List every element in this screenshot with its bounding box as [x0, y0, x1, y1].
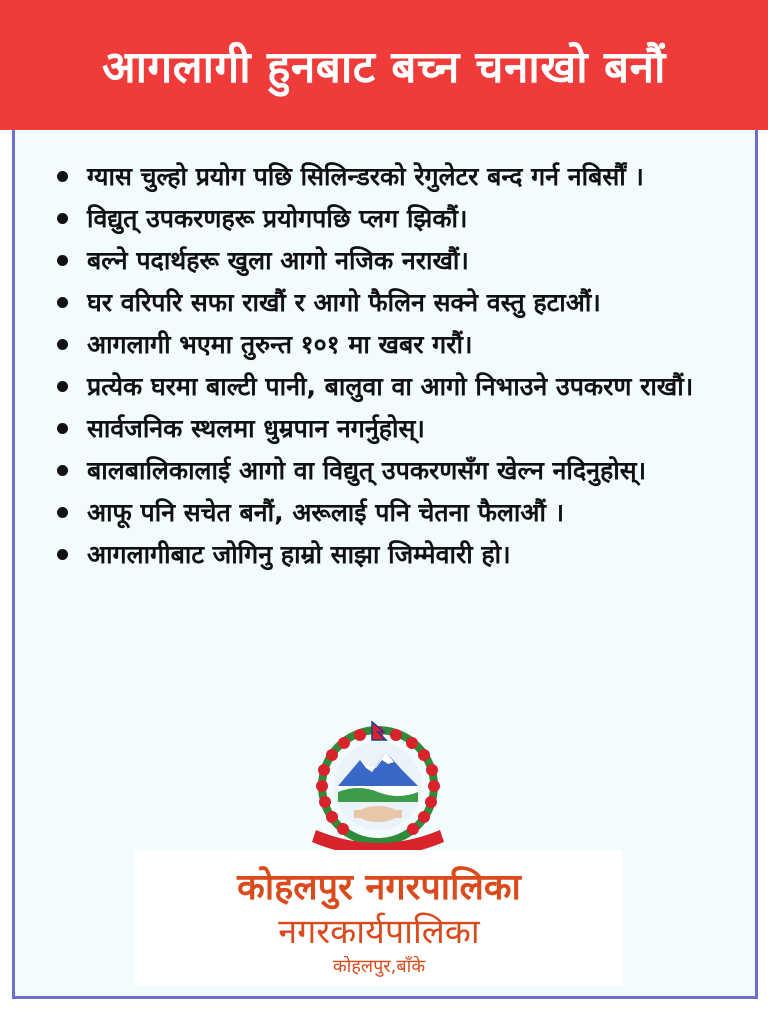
list-item — [55, 450, 725, 491]
tip-text: घर वरिपरि सफा राखौं र आगो फैलिन सक्ने वस्तु हटाऔं। — [87, 288, 601, 317]
list-item — [55, 324, 725, 365]
bullet-icon — [57, 507, 68, 518]
list-item — [55, 282, 725, 323]
tip-text: बल्ने पदार्थहरू खुला आगो नजिक नराखौं। — [87, 246, 469, 275]
bullet-icon — [57, 423, 68, 434]
bullet-icon — [57, 339, 68, 350]
list-item — [55, 156, 725, 197]
tip-text: सार्वजनिक स्थलमा धुम्रपान नगर्नुहोस्। — [87, 414, 425, 443]
municipality-office: नगरकार्यपालिका — [278, 912, 480, 952]
tip-text: आगलागीबाट जोगिनु हाम्रो साझा जिम्मेवारी हो। — [87, 540, 511, 569]
list-item — [55, 408, 725, 449]
nepal-emblem-icon — [298, 720, 458, 860]
list-item — [55, 198, 725, 239]
bullet-icon — [57, 465, 68, 476]
page-title: आगलागी हुनबाट बच्न चनाखो बनौं — [102, 42, 666, 93]
municipality-name: कोहलपुर नगरपालिका — [237, 867, 521, 908]
flag-icon — [372, 722, 386, 740]
tip-text: प्रत्येक घरमा बाल्टी पानी, बालुवा वा आगो निभाउने उपकरण राखौं। — [87, 372, 694, 401]
tip-text: आगलागी भएमा तुरुन्त १०१ मा खबर गरौं। — [87, 330, 473, 359]
tips-list — [55, 156, 725, 576]
list-item — [55, 366, 725, 407]
bullet-icon — [57, 549, 68, 560]
list-item — [55, 492, 725, 533]
bullet-icon — [57, 171, 68, 182]
tip-text: विद्युत् उपकरणहरू प्रयोगपछि प्लग झिकौं। — [87, 204, 468, 233]
bullet-icon — [57, 381, 68, 392]
bullet-icon — [57, 213, 68, 224]
tip-text: ग्यास चुल्हो प्रयोग पछि सिलिन्डरको रेगुलेटर बन्द गर्न नबिर्सौं । — [87, 162, 644, 191]
list-item — [55, 534, 725, 575]
tip-text: आफू पनि सचेत बनौं, अरूलाई पनि चेतना फैलाऔं । — [87, 498, 565, 527]
tip-text: बालबालिकालाई आगो वा विद्युत् उपकरणसँग खेल्न नदिनुहोस्। — [87, 456, 647, 485]
emblem-graphic — [298, 720, 458, 860]
header-banner — [0, 0, 768, 130]
bullet-icon — [57, 297, 68, 308]
municipality-card — [135, 850, 623, 986]
bullet-icon — [57, 255, 68, 266]
municipality-location: कोहलपुर,बाँके — [332, 956, 426, 977]
list-item — [55, 240, 725, 281]
content-panel — [12, 130, 758, 999]
